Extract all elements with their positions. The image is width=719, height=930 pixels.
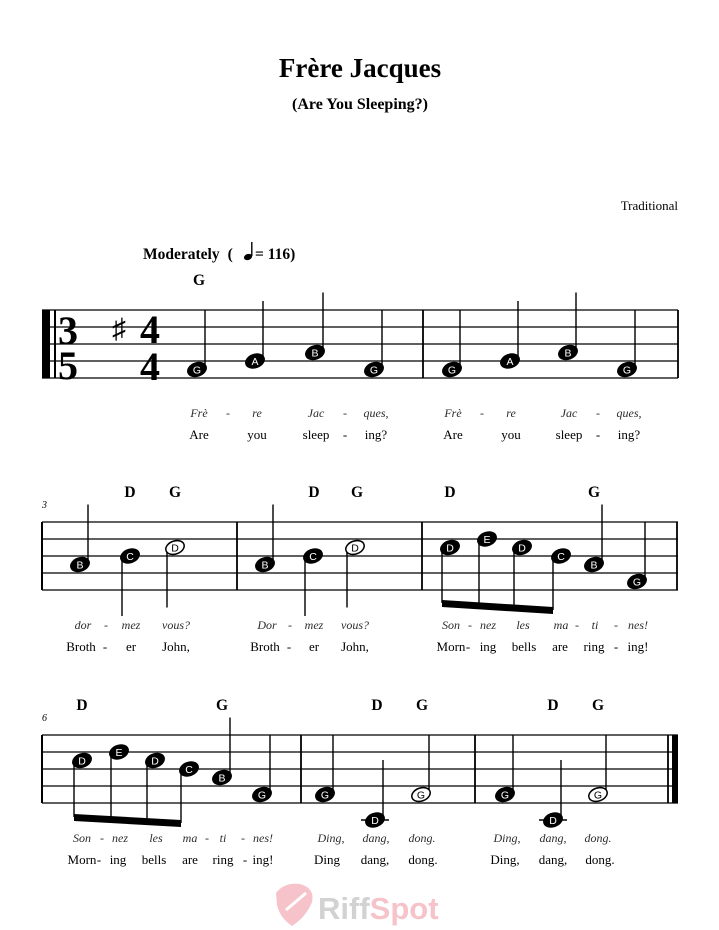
- measure-number: 3: [42, 500, 47, 511]
- note-letter: G: [416, 789, 426, 802]
- lyric-english: -: [342, 427, 348, 442]
- lyric-english: Morn: [436, 639, 466, 654]
- note-eighth: [476, 530, 498, 606]
- note-letter: B: [311, 347, 319, 360]
- note-quarter: [302, 547, 324, 616]
- lyric-english: Morn: [67, 852, 97, 867]
- quarter-note-icon: [243, 242, 253, 261]
- note-letter: G: [500, 789, 510, 802]
- lyric-french: nez: [480, 618, 496, 632]
- note-letter: B: [261, 559, 269, 572]
- lyric-english: -: [102, 639, 108, 654]
- chord-symbol: D: [124, 484, 136, 501]
- note-quarter: [244, 301, 266, 370]
- chord-symbol: G: [350, 484, 364, 501]
- note-letter: G: [593, 789, 603, 802]
- lyric-english: sleep: [302, 427, 330, 442]
- chord-symbol: G: [591, 697, 605, 714]
- chord-symbol: D: [371, 697, 383, 714]
- lyric-french: -: [596, 406, 600, 420]
- chord-symbol: G: [168, 484, 182, 501]
- lyric-french: les: [149, 831, 163, 845]
- lyric-english: Are: [189, 427, 209, 442]
- lyric-english: Broth: [66, 639, 96, 654]
- lyric-english: ing?: [364, 427, 388, 442]
- note-letter: B: [564, 347, 572, 360]
- lyric-english: are: [182, 852, 198, 867]
- lyric-french: Ding,: [493, 831, 521, 845]
- lyric-english: Are: [443, 427, 463, 442]
- lyric-french: dang,: [362, 831, 390, 845]
- lyric-english: -: [242, 852, 248, 867]
- lyric-english: Broth: [250, 639, 280, 654]
- lyric-french: nez: [112, 831, 128, 845]
- lyric-english: er: [125, 639, 137, 654]
- note-letter: C: [185, 763, 193, 776]
- note-letter: E: [115, 746, 123, 759]
- chord-symbol: D: [76, 697, 88, 714]
- note-quarter: [539, 760, 567, 829]
- note-letter: C: [557, 550, 565, 563]
- note-letter: G: [369, 364, 379, 377]
- lyric-french: -: [104, 618, 108, 632]
- svg-text:RiffSpot: RiffSpot: [318, 891, 439, 926]
- note-letter: D: [549, 814, 557, 827]
- lyric-english: sleep: [555, 427, 583, 442]
- lyric-french: ma: [553, 618, 569, 632]
- note-letter: D: [351, 542, 359, 555]
- chord-symbol: D: [308, 484, 320, 501]
- lyric-english: -: [465, 639, 471, 654]
- lyric-french: Ding,: [317, 831, 345, 845]
- note-letter: G: [257, 789, 267, 802]
- lyric-french: Frè: [444, 406, 462, 420]
- clef-bar-thin: [54, 310, 56, 378]
- lyric-french: vous?: [162, 618, 190, 632]
- note-letter: B: [590, 559, 598, 572]
- note-letter: B: [76, 559, 84, 572]
- lyric-french: vous?: [341, 618, 369, 632]
- lyric-french: -: [226, 406, 230, 420]
- staff-system: [42, 697, 678, 867]
- lyric-english: dang,: [360, 852, 390, 867]
- staff-system: [41, 484, 678, 654]
- lyric-french: ques,: [616, 406, 642, 420]
- note-quarter: [119, 547, 141, 616]
- clef-bar: [42, 310, 50, 378]
- lyric-english: ring: [212, 852, 234, 867]
- lyric-french: -: [205, 831, 209, 845]
- lyric-french: nes!: [253, 831, 273, 845]
- lyric-english: ing: [109, 852, 127, 867]
- lyric-english: ing!: [627, 639, 649, 654]
- note-letter: A: [506, 355, 514, 368]
- lyric-french: -: [288, 618, 292, 632]
- lyric-french: ti: [591, 618, 599, 632]
- riffspot-logo: [276, 884, 439, 926]
- lyric-french: re: [252, 406, 262, 420]
- lyric-english: you: [247, 427, 267, 442]
- lyric-french: -: [614, 618, 618, 632]
- chord-symbol: G: [192, 272, 206, 289]
- song-title: Frère Jacques: [278, 53, 442, 83]
- lyric-french: ti: [219, 831, 227, 845]
- note-letter: G: [622, 364, 632, 377]
- lyric-english: ring: [583, 639, 605, 654]
- lyric-english: bells: [141, 852, 167, 867]
- note-letter: E: [483, 533, 491, 546]
- lyric-french: -: [241, 831, 245, 845]
- lyric-french: dong.: [408, 831, 436, 845]
- note-letter: D: [171, 542, 179, 555]
- lyric-english: dong.: [585, 852, 615, 867]
- lyric-french: -: [480, 406, 484, 420]
- staff-system: [42, 272, 678, 442]
- note-letter: D: [446, 542, 454, 555]
- composer: Traditional: [620, 198, 678, 213]
- lyric-english: -: [613, 639, 619, 654]
- lyric-english: Ding,: [490, 852, 520, 867]
- time-signature-bottom: 4: [140, 344, 160, 389]
- chord-symbol: G: [215, 697, 229, 714]
- lyric-french: les: [516, 618, 530, 632]
- lyric-french: -: [575, 618, 579, 632]
- lyric-english: you: [501, 427, 521, 442]
- alto-clef-icon: [58, 308, 78, 388]
- note-letter: G: [192, 364, 202, 377]
- lyric-english: Ding: [314, 852, 340, 867]
- note-letter: B: [218, 772, 226, 785]
- note-letter: D: [78, 755, 86, 768]
- measure-number: 6: [42, 713, 47, 724]
- lyric-english: bells: [511, 639, 537, 654]
- note-eighth: [550, 547, 572, 610]
- note-quarter: [499, 301, 521, 370]
- lyric-english: dang,: [538, 852, 568, 867]
- beam: [74, 814, 181, 827]
- note-letter: C: [126, 550, 134, 563]
- note-letter: D: [371, 814, 379, 827]
- final-barline-thick: [672, 735, 678, 803]
- lyric-english: John,: [162, 639, 190, 654]
- note-letter: G: [632, 576, 642, 589]
- lyric-french: mez: [304, 618, 324, 632]
- lyric-english: -: [595, 427, 601, 442]
- note-letter: D: [518, 542, 526, 555]
- lyric-english: -: [96, 852, 102, 867]
- lyric-english: are: [552, 639, 568, 654]
- lyric-english: -: [286, 639, 292, 654]
- lyric-english: John,: [341, 639, 369, 654]
- lyric-french: mez: [121, 618, 141, 632]
- lyric-french: Son: [442, 618, 460, 632]
- note-eighth: [178, 760, 200, 823]
- lyric-french: dor: [74, 618, 92, 632]
- svg-text:3: 3: [58, 308, 78, 353]
- lyric-english: ing: [479, 639, 497, 654]
- note-eighth: [439, 538, 461, 603]
- note-eighth: [108, 743, 130, 819]
- time-signature-top: 4: [140, 307, 160, 352]
- lyric-english: ing!: [252, 852, 274, 867]
- lyric-french: dang,: [539, 831, 567, 845]
- note-quarter: [361, 760, 389, 829]
- lyric-french: re: [506, 406, 516, 420]
- lyric-french: -: [343, 406, 347, 420]
- chord-symbol: G: [415, 697, 429, 714]
- tempo-marking: Moderately (: [143, 246, 233, 263]
- lyric-french: -: [100, 831, 104, 845]
- song-subtitle: (Are You Sleeping?): [292, 96, 428, 113]
- note-letter: G: [447, 364, 457, 377]
- lyric-french: Son: [73, 831, 91, 845]
- lyric-french: dong.: [584, 831, 612, 845]
- lyric-french: Dor: [257, 618, 277, 632]
- lyric-french: Jac: [307, 406, 325, 420]
- svg-text:5: 5: [58, 343, 78, 388]
- chord-symbol: G: [587, 484, 601, 501]
- lyric-french: ques,: [363, 406, 389, 420]
- lyric-french: -: [468, 618, 472, 632]
- beam: [442, 600, 553, 614]
- tempo-bpm: = 116): [255, 246, 296, 263]
- lyric-french: Jac: [560, 406, 578, 420]
- note-eighth: [71, 751, 93, 817]
- lyric-french: nes!: [628, 618, 648, 632]
- note-letter: G: [320, 789, 330, 802]
- note-letter: D: [151, 755, 159, 768]
- note-letter: A: [251, 355, 259, 368]
- lyric-english: er: [308, 639, 320, 654]
- lyric-french: ma: [182, 831, 198, 845]
- chord-symbol: D: [444, 484, 456, 501]
- note-letter: C: [309, 550, 317, 563]
- lyric-french: Frè: [190, 406, 208, 420]
- lyric-english: dong.: [408, 852, 438, 867]
- chord-symbol: D: [547, 697, 559, 714]
- lyric-english: ing?: [617, 427, 641, 442]
- key-signature-sharp-icon: ♯: [112, 314, 126, 345]
